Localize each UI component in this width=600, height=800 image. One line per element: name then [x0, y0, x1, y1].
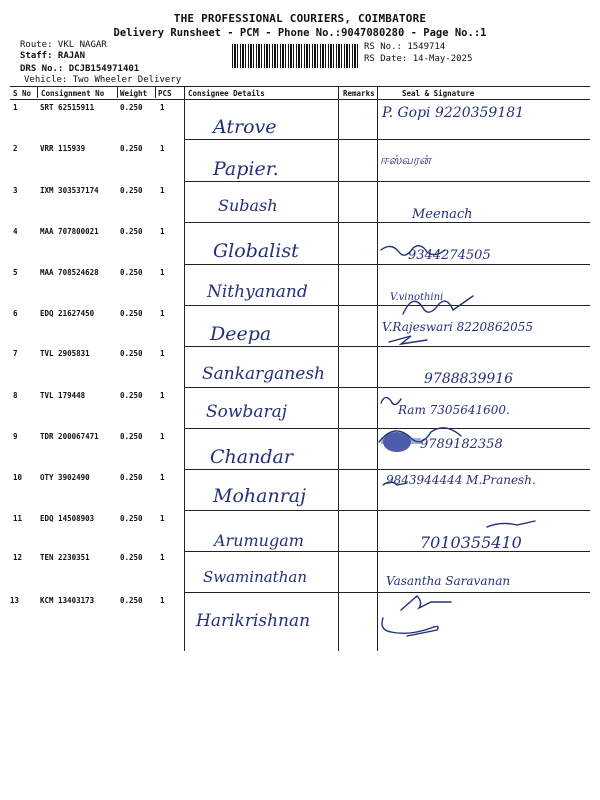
header-pcs: PCS [158, 89, 172, 98]
header-seal: Seal & Signature [402, 89, 475, 98]
row-weight: 0.250 [120, 553, 143, 562]
row-pcs: 1 [160, 596, 165, 605]
table-top-border [10, 86, 590, 87]
signature-scribbles [375, 100, 595, 645]
row-consignee: Atrove [213, 116, 277, 138]
row-sno: 1 [13, 103, 18, 112]
row-weight: 0.250 [120, 349, 143, 358]
row-pcs: 1 [160, 103, 165, 112]
row-consignment: IXM 303537174 [40, 186, 99, 195]
row-sno: 7 [13, 349, 18, 358]
row-signature: 7010355410 [420, 533, 522, 552]
row-sno: 11 [13, 514, 23, 523]
row-consignment: MAA 707800021 [40, 227, 99, 236]
row-consignment: OTY 3902490 [40, 473, 90, 482]
row-signature: V.vinothini [390, 292, 444, 303]
row-pcs: 1 [160, 391, 165, 400]
route-label: Route: VKL NAGAR [20, 40, 107, 50]
row-weight: 0.250 [120, 432, 143, 441]
row-weight: 0.250 [120, 514, 143, 523]
signature-mark [389, 336, 427, 344]
row-signature: 9843944444 M.Pranesh. [386, 473, 536, 487]
header-consignment: Consignment No [41, 89, 105, 98]
row-signature: Meenach [412, 207, 473, 222]
signature-mark [487, 521, 535, 527]
row-consignment: VRR 115939 [40, 144, 86, 153]
row-sno: 4 [13, 227, 18, 236]
row-consignee: Globalist [213, 240, 299, 262]
staff-label: Staff: RAJAN [20, 51, 86, 61]
signature-mark [381, 397, 401, 404]
row-signature: ஈஸ்வரன் [380, 153, 431, 167]
row-weight: 0.250 [120, 391, 143, 400]
row-sno: 13 [10, 596, 20, 605]
header-consignee: Consignee Details [188, 89, 265, 98]
row-sno: 12 [13, 553, 23, 562]
row-sno: 8 [13, 391, 18, 400]
row-weight: 0.250 [120, 473, 143, 482]
row-pcs: 1 [160, 144, 165, 153]
row-consignment: MAA 708524628 [40, 268, 99, 277]
row-consignee: Arumugam [214, 531, 304, 550]
row-signature: 9789182358 [420, 437, 503, 452]
runsheet-subtitle: Delivery Runsheet - PCM - Phone No.:9047080280 - Page No.:1 [113, 27, 487, 39]
col-divider [155, 86, 156, 98]
row-consignee: Nithyanand [207, 282, 308, 302]
col-divider [117, 86, 118, 98]
col-divider [37, 86, 38, 98]
row-signature: Vasantha Saravanan [386, 574, 511, 588]
row-signature: 9788839916 [424, 371, 514, 387]
row-consignment: TDR 200067471 [40, 432, 99, 441]
row-consignment: EDQ 21627450 [40, 309, 95, 318]
row-sno: 6 [13, 309, 18, 318]
row-sno: 10 [13, 473, 23, 482]
row-consignee: Swaminathan [203, 568, 307, 586]
header-sno: S No [13, 89, 32, 98]
row-weight: 0.250 [120, 186, 143, 195]
row-weight: 0.250 [120, 227, 143, 236]
row-consignee: Mohanraj [213, 485, 306, 507]
row-signature: V.Rajeswari 8220862055 [382, 320, 533, 334]
row-consignee: Chandar [210, 446, 293, 468]
row-signature: Ram 7305641600. [398, 403, 510, 417]
row-signature: P. Gopi 9220359181 [382, 105, 525, 121]
row-consignee: Sowbaraj [206, 402, 287, 422]
row-weight: 0.250 [120, 144, 143, 153]
row-weight: 0.250 [120, 596, 143, 605]
row-pcs: 1 [160, 553, 165, 562]
row-consignee: Deepa [210, 323, 272, 345]
row-pcs: 1 [160, 432, 165, 441]
row-pcs: 1 [160, 349, 165, 358]
signature-mark [381, 246, 445, 255]
row-consignee: Subash [218, 196, 278, 215]
row-pcs: 1 [160, 268, 165, 277]
signature-mark [382, 618, 438, 636]
signature-mark [403, 296, 473, 314]
row-consignment: TVL 2905831 [40, 349, 90, 358]
row-sno: 9 [13, 432, 18, 441]
rs-number: RS No.: 1549714 [364, 42, 446, 52]
row-sno: 5 [13, 268, 18, 277]
vehicle-label: Vehicle: Two Wheeler Delivery [24, 75, 182, 85]
drs-number: DRS No.: DCJB154971401 [20, 64, 140, 74]
row-weight: 0.250 [120, 103, 143, 112]
signature-mark [383, 482, 407, 485]
signature-mark [401, 596, 451, 610]
row-consignment: TVL 179448 [40, 391, 86, 400]
row-pcs: 1 [160, 309, 165, 318]
row-pcs: 1 [160, 186, 165, 195]
row-consignment: SRT 62515911 [40, 103, 95, 112]
row-pcs: 1 [160, 227, 165, 236]
row-weight: 0.250 [120, 268, 143, 277]
row-consignee: Papier. [213, 158, 279, 180]
company-title: THE PROFESSIONAL COURIERS, COIMBATORE [173, 12, 427, 25]
row-signature: 9344274505 [408, 248, 491, 263]
row-consignment: KCM 13403173 [40, 596, 95, 605]
header-remarks: Remarks [343, 89, 375, 98]
header-weight: Weight [120, 89, 148, 98]
row-consignee: Harikrishnan [196, 611, 311, 631]
barcode [232, 44, 359, 68]
row-pcs: 1 [160, 473, 165, 482]
row-sno: 3 [13, 186, 18, 195]
col-divider [184, 86, 185, 651]
col-divider [338, 86, 339, 651]
row-pcs: 1 [160, 514, 165, 523]
row-consignment: TEN 2230351 [40, 553, 90, 562]
rs-date: RS Date: 14-May-2025 [364, 54, 473, 64]
row-sno: 2 [13, 144, 18, 153]
row-weight: 0.250 [120, 309, 143, 318]
row-consignee: Sankarganesh [202, 364, 325, 384]
row-consignment: EDQ 14508903 [40, 514, 95, 523]
